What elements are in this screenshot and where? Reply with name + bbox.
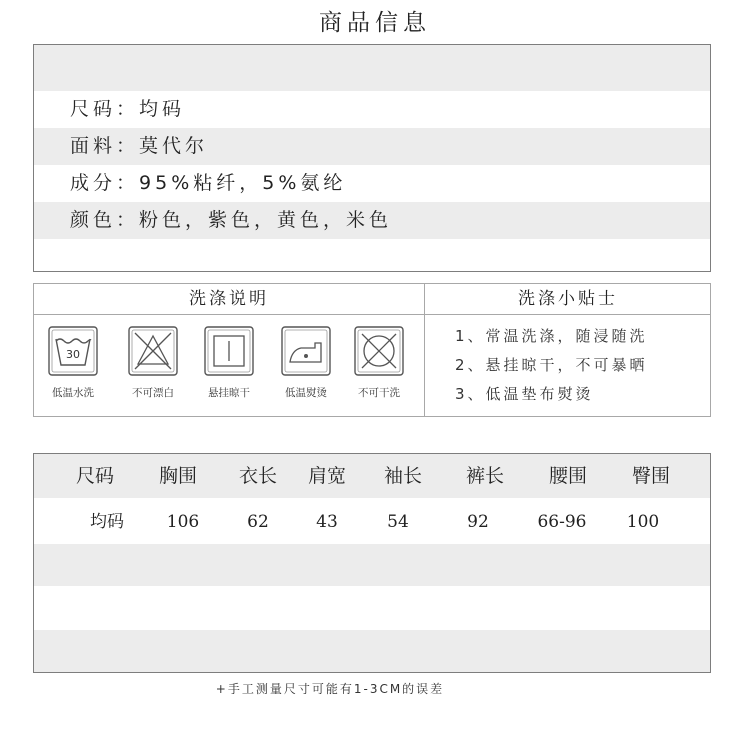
size-header: 胸围	[158, 465, 197, 487]
icon-label: 不可干洗	[358, 387, 400, 399]
info-label: 颜色：	[70, 209, 140, 231]
size-header: 衣长	[238, 465, 277, 487]
measurement-note: +手工测量尺寸可能有1-3CM的误差	[215, 682, 445, 696]
wash-30-icon	[48, 326, 98, 376]
no-bleach-icon	[128, 326, 178, 376]
info-label: 面料：	[70, 135, 140, 157]
wash-heading: 洗涤说明	[34, 284, 424, 315]
size-header: 腰围	[548, 465, 587, 487]
wash-instructions	[34, 284, 424, 416]
info-value: 莫代尔	[139, 135, 209, 157]
info-row-color	[34, 202, 710, 239]
info-value: 粉色，紫色，黄色，米色	[139, 209, 393, 231]
info-row-size	[34, 91, 710, 128]
icon-label: 不可漂白	[132, 387, 174, 399]
info-value: 均码	[139, 98, 186, 120]
size-cell: 66-96	[537, 512, 587, 532]
size-header: 尺码	[75, 465, 114, 487]
size-cell: 100	[626, 512, 660, 532]
tips-list	[425, 322, 711, 409]
page-title: 商品信息	[319, 10, 431, 36]
info-top-band	[34, 45, 710, 91]
wash-icon-cell	[194, 326, 264, 400]
tip-item: 1、常温洗涤，随浸随洗	[455, 327, 648, 345]
info-label: 尺码：	[70, 98, 140, 120]
wash-icon-cell	[118, 326, 188, 400]
no-dry-clean-icon	[354, 326, 404, 376]
info-label: 成分：	[70, 172, 140, 194]
wash-temperature: 30	[66, 348, 80, 361]
tip-item: 2、悬挂晾干，不可暴晒	[455, 356, 648, 374]
size-header: 肩宽	[307, 465, 346, 487]
size-header: 臀围	[631, 465, 670, 487]
line-dry-icon	[204, 326, 254, 376]
size-header: 裤长	[465, 465, 504, 487]
size-cell: 均码	[90, 512, 124, 532]
size-empty-row	[34, 630, 710, 672]
size-cell: 43	[316, 512, 338, 532]
info-value: 95%粘纤，5%氨纶	[139, 172, 347, 194]
size-header: 袖长	[383, 465, 422, 487]
info-row-composition	[34, 165, 710, 202]
care-section	[33, 283, 711, 417]
tips-heading: 洗涤小贴士	[425, 284, 711, 315]
icon-label: 低温水洗	[52, 387, 94, 399]
size-empty-row	[34, 544, 710, 586]
size-table	[33, 453, 711, 673]
tip-item: 3、低温垫布熨烫	[455, 385, 594, 403]
wash-tips	[424, 284, 711, 416]
size-cell: 106	[166, 512, 200, 532]
wash-icon-cell	[271, 326, 341, 400]
product-info-box	[33, 44, 711, 272]
wash-icon-cell	[38, 326, 108, 400]
info-row-fabric	[34, 128, 710, 165]
icon-label: 低温熨烫	[285, 387, 327, 399]
iron-low-icon	[281, 326, 331, 376]
size-cell: 62	[247, 512, 269, 532]
size-cell: 92	[467, 512, 489, 532]
size-cell: 54	[387, 512, 409, 532]
wash-icon-cell	[344, 326, 414, 400]
icon-label: 悬挂晾干	[208, 387, 250, 399]
